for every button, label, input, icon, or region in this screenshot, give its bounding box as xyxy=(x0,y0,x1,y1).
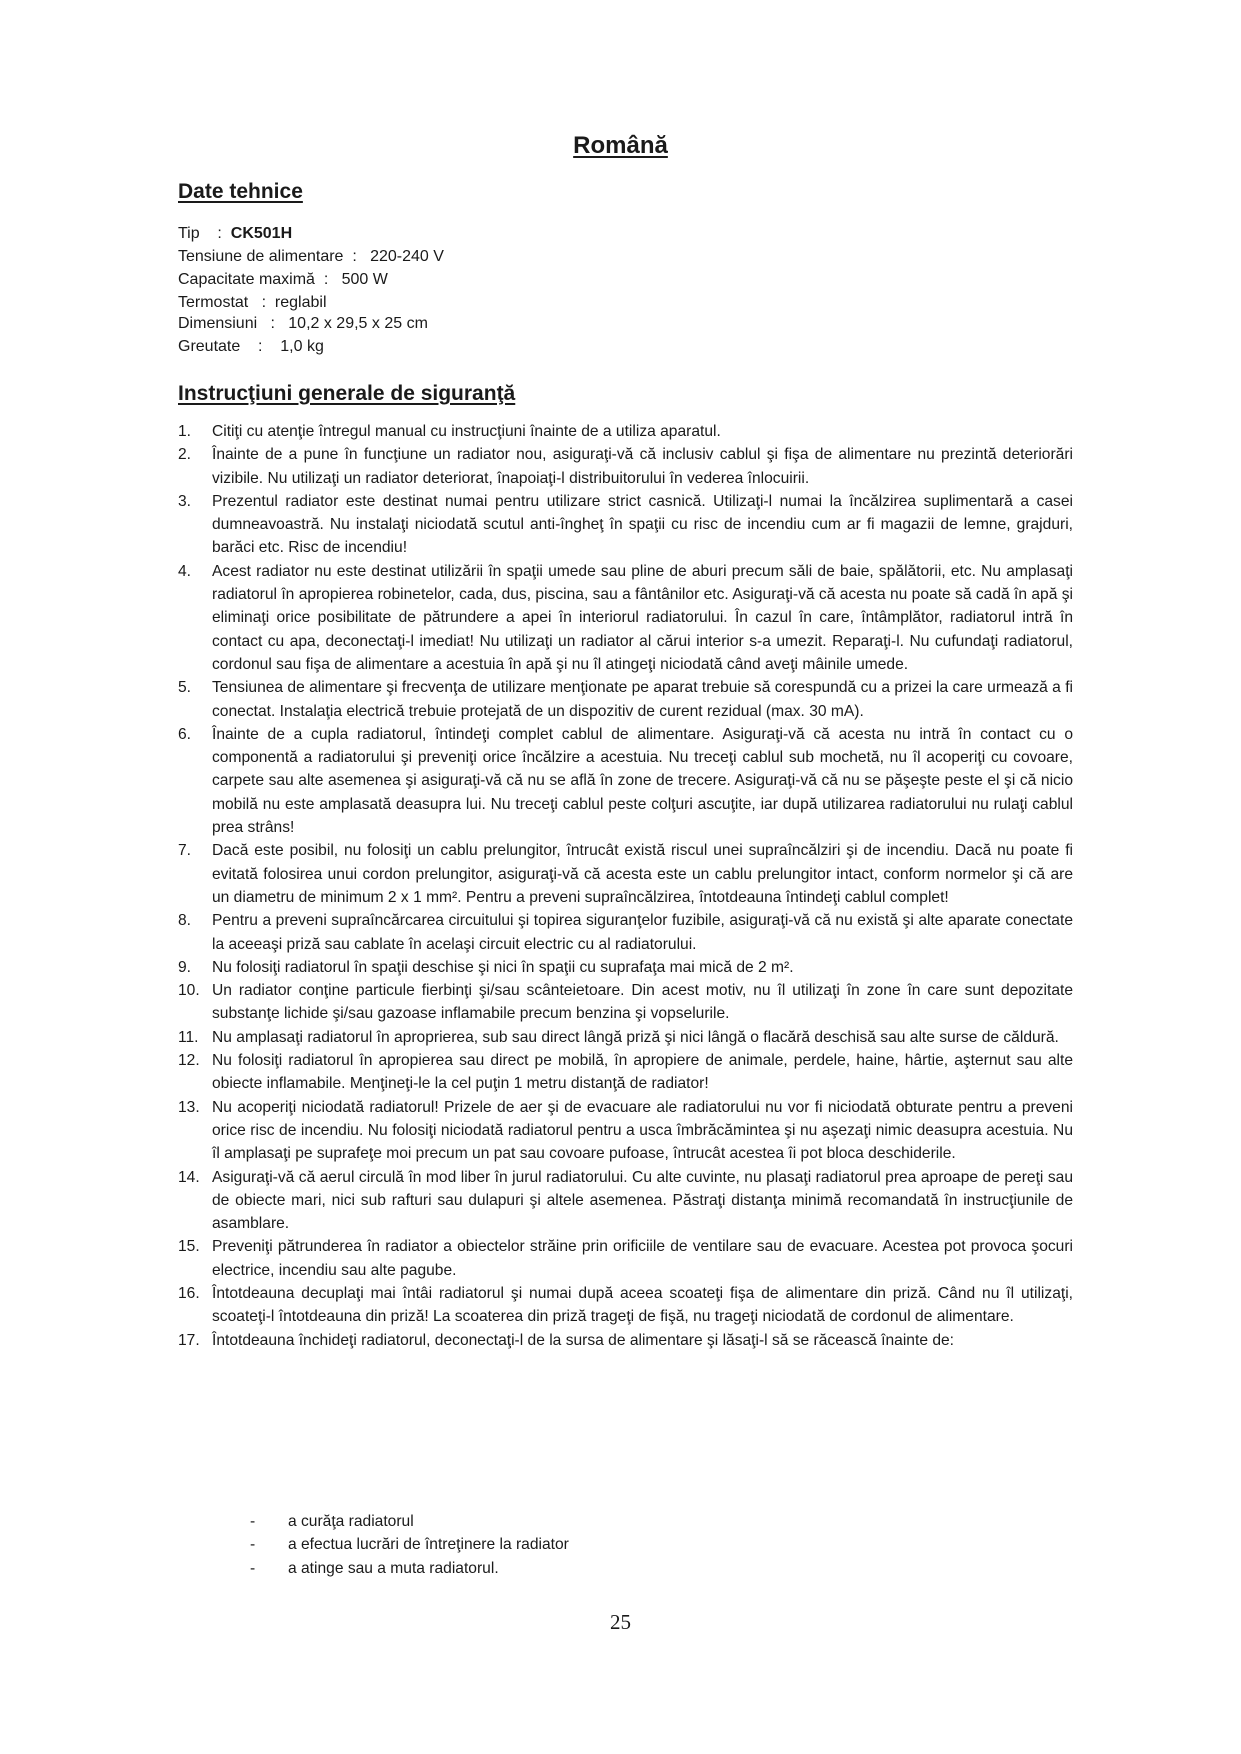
spec-label: Termostat xyxy=(178,294,249,311)
sublist-item xyxy=(178,1533,1073,1556)
list-item xyxy=(178,676,1073,723)
item-text: Înainte de a pune în funcţiune un radiator nou, asiguraţi-vă că inclusiv cablul şi fişa de alimentare nu prezintă deteriorări vizibile. Nu utilizaţi un radiator deteriorat, înapoiaţi-l distribuitorului în vederea înlocuirii. xyxy=(212,446,1073,487)
spec-row-capacity xyxy=(178,268,444,291)
item-text: Dacă este posibil, nu folosiţi un cablu prelungitor, întrucât există riscul unei supraîncălziri şi de incendiu. Dacă nu poate fi evitată folosirea unui cordon prelungitor, asiguraţi-vă că acesta este un cablu prelungitor intact, conform normelor şi că are un diametru de minimum 2 x 1 mm². Pentru a preveni supraîncălzirea, întotdeauna întindeţi cablul complet! xyxy=(212,842,1073,906)
item-text: Întotdeauna decuplaţi mai întâi radiatorul şi numai după aceea scoateţi fişa de alimentare din priză. Când nu îl utilizaţi, scoateţi-l întotdeauna din priză! La scoaterea din priză trageţi de fişă, nu trageţi niciodată de cordonul de alimentare. xyxy=(212,1284,1073,1326)
item-number: 8. xyxy=(178,912,192,930)
spec-value: 10,2 x 29,5 x 25 cm xyxy=(288,315,428,332)
spec-row-thermostat xyxy=(178,291,444,312)
technical-specs xyxy=(178,222,444,358)
spec-row-weight xyxy=(178,335,444,358)
spec-separator: : xyxy=(199,225,231,242)
item-number: 13. xyxy=(178,1098,200,1116)
item-text: Prezentul radiator este destinat numai pentru utilizare strict casnică. Utilizaţi-l numai la încălzirea suplimentară a casei dumneavoastră. Nu instalaţi niciodată scutul anti-îngheţ în spaţii cu risc de incendiu cum ar fi magazii de lemne, grajduri, barăci etc. Risc de incendiu! xyxy=(212,492,1073,557)
item-text: Acest radiator nu este destinat utilizării în spaţii umede sau pline de aburi precum săli de baie, spălătorii, etc. Nu amplasaţi radiatorul în apropierea robinetelor, cada, dus, piscina, sau a fântânilor etc. Asiguraţi-vă că acesta nu poate să cadă în apă şi eliminaţi orice posibilitate de pătrundere a apei în interiorul radiatorului. În cazul în care, întâmplător, radiatorul intră în contact cu apa, deconectaţi-l imediat! Nu utilizaţi un radiator al cărui interior s-a umezit. Reparaţi-l. Nu cufundaţi radiatorul, cordonul sau fişa de alimentare a acestuia în apă şi nu îl atingeţi niciodată când aveţi mâinile umede. xyxy=(212,562,1073,673)
spec-value: CK501H xyxy=(230,225,293,242)
sublist-item xyxy=(178,1557,1073,1580)
item-number: 15. xyxy=(178,1238,200,1256)
list-item xyxy=(178,839,1073,909)
item-text: Pentru a preveni supraîncărcarea circuitului şi topirea siguranţelor fuzibile, asiguraţi-vă că nu există şi alte aparate conectate la aceeaşi priză sau cablate în acelaşi circuit electric cu al radiatorului. xyxy=(212,912,1073,953)
list-item xyxy=(178,1235,1073,1282)
item-number: 3. xyxy=(178,492,192,510)
list-item xyxy=(178,956,1073,979)
spec-separator: : xyxy=(257,315,289,332)
item-number: 14. xyxy=(178,1168,200,1186)
list-item xyxy=(178,490,1073,560)
list-item xyxy=(178,1282,1073,1329)
item-text: Preveniţi pătrunderea în radiator a obiectelor străine prin orificiile de ventilare sau de evacuare. Acestea pot provoca şocuri electrice, incendiu sau alte pagube. xyxy=(212,1238,1073,1279)
list-item xyxy=(178,723,1073,839)
item-text: Întotdeauna închideţi radiatorul, deconectaţi-l de la sursa de alimentare şi lăsaţi-l să se răcească înainte de: xyxy=(212,1331,954,1349)
list-item xyxy=(178,1026,1073,1049)
item-text: Asiguraţi-vă că aerul circulă în mod liber în jurul radiatorului. Cu alte cuvinte, nu plasaţi radiatorul prea aproape de pereţi sau de obiecte mari, nici sub rafturi sau dulapuri şi altele asemenea. Păstraţi distanţa minimă recomandată în instrucţiunile de asamblare. xyxy=(212,1168,1073,1233)
item-number: 6. xyxy=(178,725,192,743)
item-number: 1. xyxy=(178,423,192,440)
item-number: 4. xyxy=(178,562,192,580)
item-number: 10. xyxy=(178,982,200,1000)
list-item xyxy=(178,1329,1073,1352)
item-text: Nu folosiţi radiatorul în apropierea sau direct pe mobilă, în apropiere de animale, perdele, haine, hârtie, aşternut sau alte obiecte inflamabile. Menţineţi-le la cel puţin 1 metru distanţă de radiator! xyxy=(212,1052,1073,1093)
spec-label: Tensiune de alimentare xyxy=(178,248,344,265)
spec-label: Tip xyxy=(178,225,200,242)
item-number: 12. xyxy=(178,1052,200,1070)
list-item xyxy=(178,909,1073,956)
item-number: 9. xyxy=(178,958,192,976)
list-item xyxy=(178,443,1073,490)
item-text: Tensiunea de alimentare şi frecvenţa de utilizare menţionate pe aparat trebuie să corespundă cu a prizei la care urmează a fi conectat. Instalaţia electrică trebuie protejată de un dispozitiv de curent rezidual (max. 30 mA). xyxy=(212,679,1073,720)
dash-bullet: - xyxy=(250,1513,256,1530)
spec-label: Dimensiuni xyxy=(178,315,258,332)
item-text: Nu acoperiţi niciodată radiatorul! Prizele de aer şi de evacuare ale radiatorului nu vor fi niciodată obturate pentru a preveni orice risc de incendiu. Nu folosiţi niciodată radiatorul pentru a usca îmbrăcămintea şi nu aşezaţi nimic deasupra acestuia. Nu îl amplasaţi pe suprafeţe moi precum un pat sau covoare pufoase, întrucât acestea îi pot bloca deschiderile. xyxy=(212,1098,1073,1163)
spec-label: Capacitate maximă xyxy=(178,271,315,288)
spec-separator: : xyxy=(240,338,281,355)
list-item xyxy=(178,560,1073,676)
spec-separator: : xyxy=(248,294,275,311)
spec-label: Greutate xyxy=(178,338,241,355)
spec-separator: : xyxy=(314,271,342,288)
spec-value: 500 W xyxy=(341,271,388,288)
language-title: Română xyxy=(573,132,668,159)
item-number: 11. xyxy=(178,1028,199,1046)
safety-heading: Instrucţiuni generale de siguranţă xyxy=(178,382,516,405)
sub-text: a curăţa radiatorul xyxy=(288,1513,414,1530)
list-item xyxy=(178,420,1073,443)
item-number: 7. xyxy=(178,842,192,860)
list-item xyxy=(178,979,1073,1026)
item-text: Nu folosiţi radiatorul în spaţii deschise şi nici în spaţii cu suprafaţa mai mică de 2 m². xyxy=(212,958,794,976)
spec-row-voltage xyxy=(178,245,444,268)
spec-row-dimensions xyxy=(178,312,444,335)
spec-value: 220-240 V xyxy=(370,248,444,265)
item-text: Înainte de a cupla radiatorul, întindeţi complet cablul de alimentare. Asiguraţi-vă că acesta nu intră în contact cu o componentă a radiatorului şi preveniţi orice încălzire a acestuia. Nu treceţi cablul sub mochetă, nu îl acoperiţi cu covoare, carpete sau alte asemenea şi asiguraţi-vă că nu se află în zone de trecere. Asiguraţi-vă că nu se păşeşte peste el şi că nicio mobilă nu este amplasată deasupra lui. Nu treceţi cablul peste colţuri ascuţite, iar după utilizarea radiatorului nu rulaţi cablul prea strâns! xyxy=(212,725,1073,837)
item-number: 16. xyxy=(178,1284,200,1302)
page-number: 25 xyxy=(610,1610,631,1634)
sublist-item xyxy=(178,1510,1073,1533)
spec-separator: : xyxy=(343,248,371,265)
item-text: Citiţi cu atenţie întregul manual cu instrucţiuni înainte de a utiliza aparatul. xyxy=(212,423,721,440)
technical-data-heading: Date tehnice xyxy=(178,180,303,203)
item-text: Un radiator conţine particule fierbinţi şi/sau scânteietoare. Din acest motiv, nu îl utilizaţi în zone în care sunt depozitate substanţe lichide şi/sau gazoase inflamabile precum benzina şi vopselurile. xyxy=(212,982,1073,1023)
list-item xyxy=(178,1096,1073,1166)
spec-value: 1,0 kg xyxy=(280,338,324,355)
spec-row-type xyxy=(178,222,444,245)
precaution-sublist xyxy=(178,1510,1073,1580)
safety-instructions-list xyxy=(178,420,1073,1352)
list-item xyxy=(178,1166,1073,1236)
list-item xyxy=(178,1049,1073,1096)
item-text: Nu amplasaţi radiatorul în aproprierea, sub sau direct lângă priză şi nici lângă o flacără deschisă sau alte surse de căldură. xyxy=(212,1028,1059,1046)
sub-text: a efectua lucrări de întreţinere la radiator xyxy=(288,1536,569,1554)
item-number: 17. xyxy=(178,1331,200,1349)
spec-value: reglabil xyxy=(274,294,327,311)
dash-bullet: - xyxy=(250,1559,256,1577)
dash-bullet: - xyxy=(250,1536,256,1554)
item-number: 5. xyxy=(178,679,192,697)
sub-text: a atinge sau a muta radiatorul. xyxy=(288,1559,499,1577)
item-number: 2. xyxy=(178,446,192,464)
